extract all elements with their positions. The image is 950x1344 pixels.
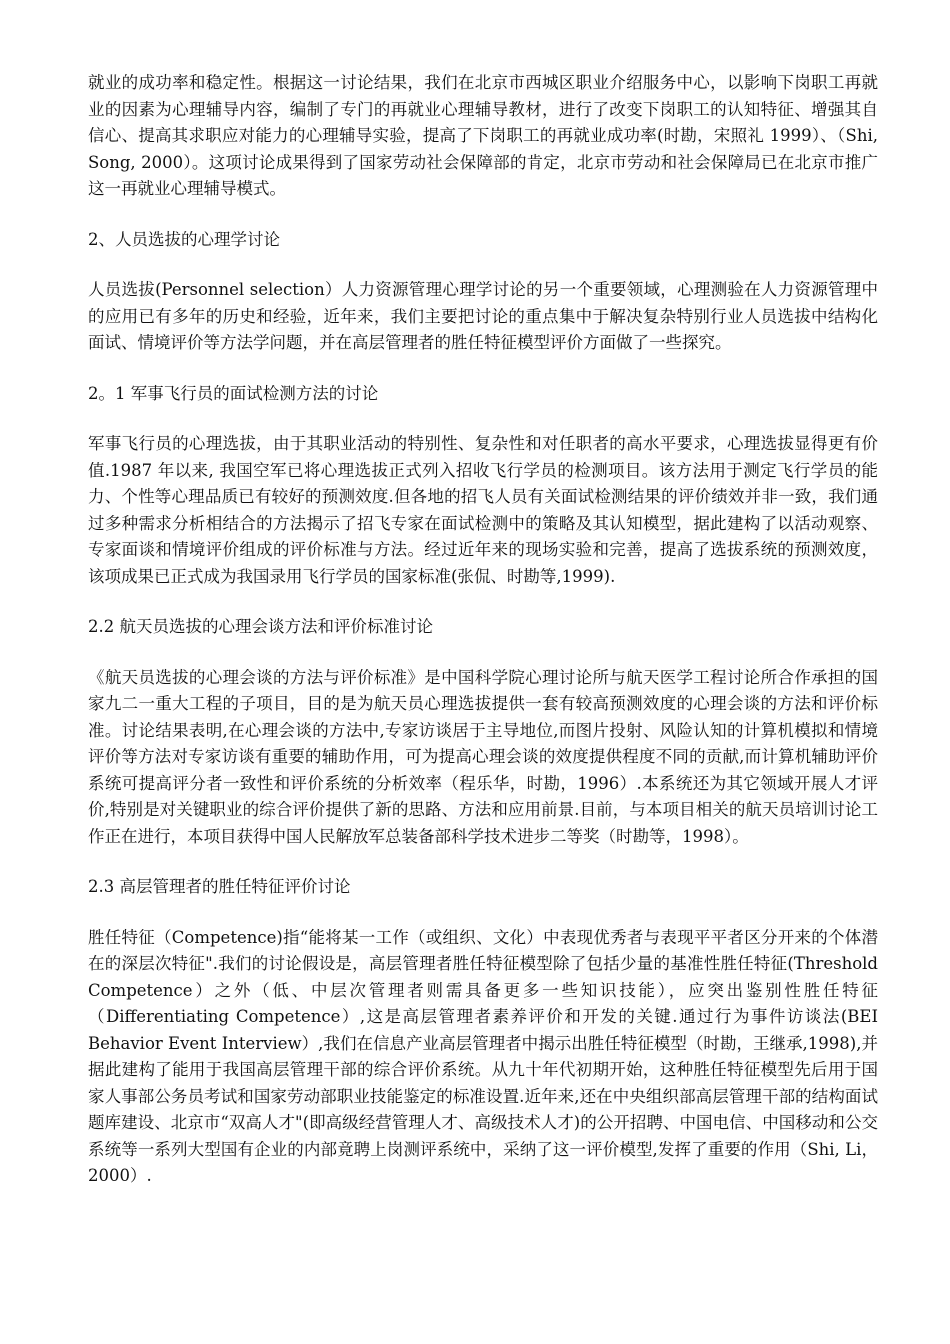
paragraph-astronaut-selection: 《航天员选拔的心理会谈的方法与评价标准》是中国科学院心理讨论所与航天医学工程讨论所合作承担的国家九二一重大工程的子项目，目的是为航天员心理选拔提供一套有较高预测效度的心理会谈的方法和评价标准。讨论结果表明,在心理会谈的方法中,专家访谈居于主导地位,而图片投射、风险认知的计算机模拟和情境评价等方法对专家访谈有重要的辅助作用，可为提高心理会谈的效度提供程度不同的贡献,而计算机辅助评价系统可提高评分者一致性和评价系统的分析效率（程乐华，时勘，1996）.本系统还为其它领域开展人才评价,特别是对关键职业的综合评价提供了新的思路、方法和应用前景.目前，与本项目相关的航天员培训讨论工作正在进行，本项目获得中国人民解放军总装备部科学技术进步二等奖（时勘等，1998）。	[88, 667, 878, 846]
document-page	[88, 70, 878, 1214]
paragraph-competence-model: 胜任特征（Competence)指“能将某一工作（或组织、文化）中表现优秀者与表现平平者区分开来的个体潜在的深层次特征".我们的讨论假设是，高层管理者胜任特征模型除了包括少量的基准性胜任特征(Threshold Competence）之外（低、中层次管理者则需具备更多一些知识技能），应突出鉴别性胜任特征（Differentiating Competence）,这是高层管理者素养评价和开发的关键.通过行为事件访谈法(BEI Behavior Event Interview）,我们在信息产业高层管理者中揭示出胜任特征模型（时勘，王继承,1998),并据此建构了能用于我国高层管理干部的综合评价系统。从九十年代初期开始，这种胜任特征模型先后用于国家人事部公务员考试和国家劳动部职业技能鉴定的标准设置.近年来,还在中央组织部高层管理干部的结构面试题库建设、北京市“双高人才"(即高级经营管理人才、高级技术人才)的公开招聘、中国电信、中国移动和公交系统等一系列大型国有企业的内部竟聘上岗测评系统中，采纳了这一评价模型,发挥了重要的作用（Shi, Li，2000）.	[88, 927, 878, 1185]
paragraph-military-pilot: 军事飞行员的心理选拔，由于其职业活动的特别性、复杂性和对任职者的高水平要求，心理选拔显得更有价值.1987 年以来, 我国空军已将心理选拔正式列入招收飞行学员的检测项目。该方法用于测定飞行学员的能力、个性等心理品质已有较好的预测效度.但各地的招飞人员有关面试检测结果的评价绩效并非一致，我们通过多种需求分析相结合的方法揭示了招飞专家在面试检测中的策略及其认知模型，据此建构了以活动观察、专家面谈和情境评价组成的评价标准与方法。经过近年来的现场实验和完善，提高了选拔系统的预测效度，该项成果已正式成为我国录用飞行学员的国家标准(张侃、时勘等,1999).	[88, 434, 878, 586]
heading-section-2-1: 2。1 军事飞行员的面试检测方法的讨论	[88, 383, 379, 403]
paragraph-reemployment-counseling: 就业的成功率和稳定性。根据这一讨论结果，我们在北京市西城区职业介绍服务中心，以影响下岗职工再就业的因素为心理辅导内容，编制了专门的再就业心理辅导教材，进行了改变下岗职工的认知特征、增强其自信心、提高其求职应对能力的心理辅导实验，提高了下岗职工的再就业成功率(时勘，宋照礼 1999）、（Shi, Song, 2000）。这项讨论成果得到了国家劳动社会保障部的肯定，北京市劳动和社会保障局已在北京市推广这一再就业心理辅导模式。	[88, 73, 878, 198]
paragraph-personnel-selection: 人员选拔(Personnel selection）人力资源管理心理学讨论的另一个重要领域，心理测验在人力资源管理中的应用已有多年的历史和经验，近年来，我们主要把讨论的重点集中于解决复杂特别行业人员选拔中结构化面试、情境评价等方法学问题，并在高层管理者的胜任特征模型评价方面做了一些探究。	[88, 280, 878, 352]
heading-section-2-2: 2.2 航天员选拔的心理会谈方法和评价标准讨论	[88, 617, 433, 636]
heading-section-2: 2、人员选拔的心理学讨论	[88, 229, 280, 249]
heading-section-2-3: 2.3 高层管理者的胜任特征评价讨论	[88, 877, 351, 896]
